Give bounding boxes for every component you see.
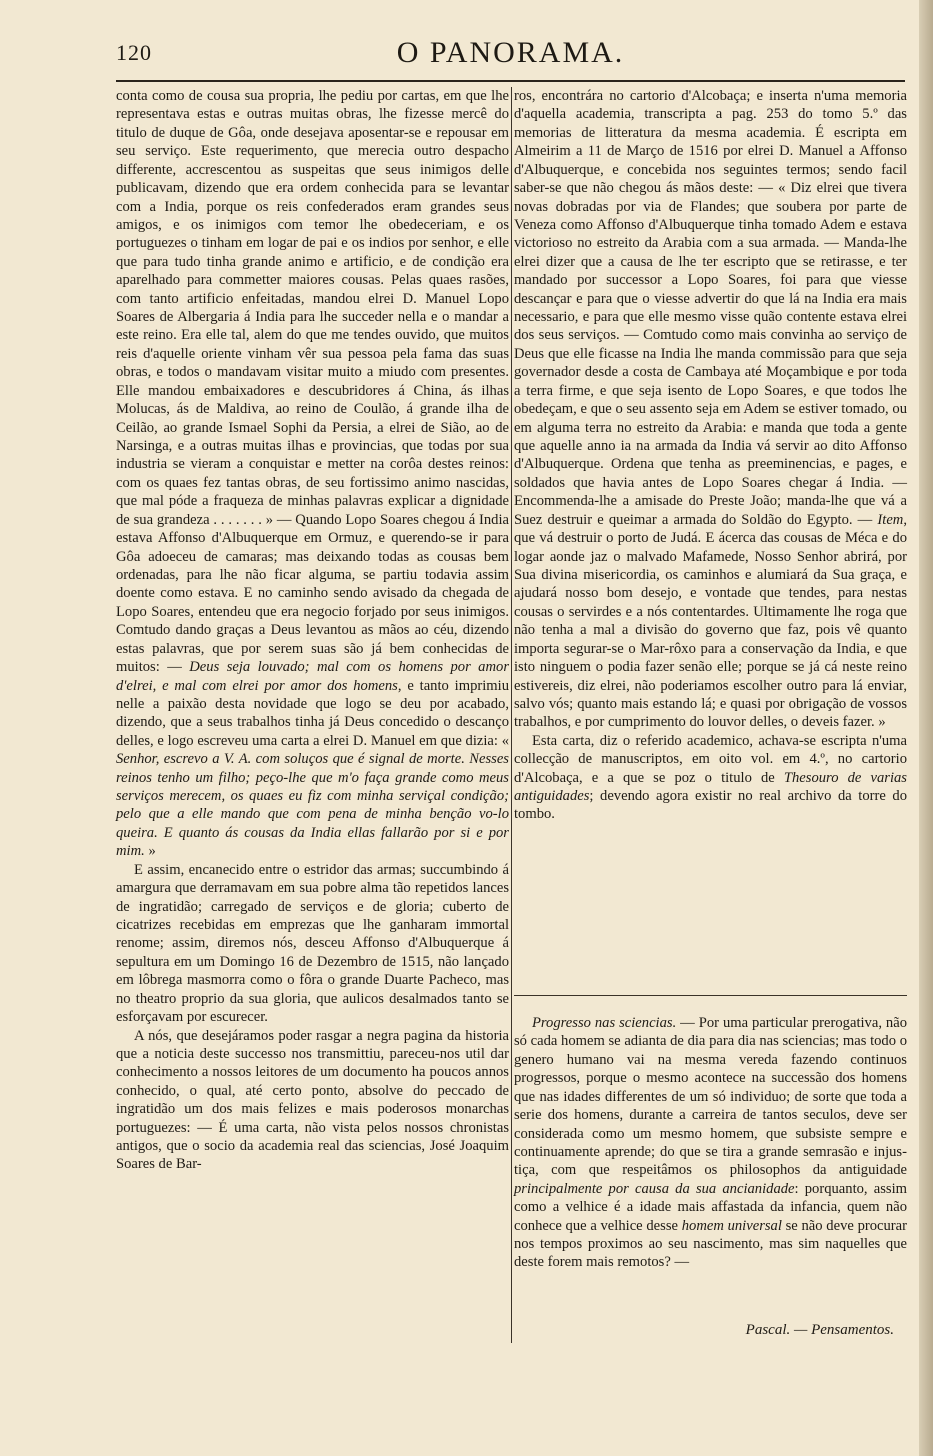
quote-italic: Deus seja louvado; mal com os homens por amor d'elrei, e mal com elrei por amor dos homens: [116, 659, 509, 694]
second-article: [514, 1014, 907, 1272]
attribution: Pascal. — Pensamentos.: [745, 1322, 894, 1338]
header-rule: [116, 80, 905, 82]
text-run: — Por uma particular prerogativa, não só cada homem se adianta de dia para dia nas sciencias; mas todo o genero humano vai na mesma vereda fazendo continuos progressos, porque o mesmo acontece na successão dos homens que nas idades differentes de um só individuo; de sorte que toda a serie dos homens, durante a carreira de tantos seculos, deve ser considerada como um mesmo homem, que subsiste sempre e continuamente aprende; do que se tira a grande semrasão e injustiça, com que respeitâmos os philosophos da antiguidade: [514, 1015, 907, 1179]
page-header: [116, 36, 905, 76]
text-run: conta como de cousa sua propria, lhe pediu por cartas, em que lhe representava estas e outras muitas obras, lhe fizesse mercê do titulo de duque de Gôa, onde desejava aposentar-se e repousar em seu serviço. Este requerimento, que merecia outro despacho differente, accrescentou as suspeitas que seus inimigos delle publicavam, dizendo que era ordem conhecida para se levantar com a India, porque os reis confederados eram grandes seus amigos, e os inimigos com temor lhe obedeceriam, e os portuguezes o tinham em logar de pai e os indios por senhor, e elle que para tudo tinha grande animo e artificio, e de condição era aparelhado para commetter maiores cousas. Pelas quaes rasões, com tanto artificio enfeitadas, mandou elrei D. Manuel Lopo Soares de Albergaria á India para lhe succeder nella e o mandar a este reino. Era elle tal, alem do que me tendes ouvido, que muitos reis d'aquelle oriente vinham vêr sua pessoa pela fama das suas obras, e todos o mandavam visitar muito a miudo com presentes. Elle mandou embaixadores e descubridores á China, ás ilhas Molucas, ás de Maldiva, ao reino de Coulão, á grande ilha de Ceilão, ao grande Ismael Sophi da Persia, a elrei de Sião, ao de Narsinga, e a outras muitas ilhas e provincias, que todas por sua industria se vieram a conquistar e metter na corôa destes reinos: com os quaes fez tantas obras, de seu fortissimo animo nascidas, que mal póde a fraqueza de minhas palavras explicar a dignidade de sua grandeza . . . . . . . » — Quando Lopo Soares chegou á India estava Affonso d'Albuquerque em Ormuz, e querendo-se ir para Gôa adoeceu de camaras; mas deixando todas as cousas bem ordenadas, para lhe não ficar alguma, se partiu todavia assim doente como estava. E no caminho sendo avisado da chegada de Lopo Soares, entendeu que era negocio forjado por seus inimigos. Comtudo dando graças a Deus levantou as mãos ao céu, dizendo estas palavras, que por serem suas são já bem conhecidas de muitos: —: [116, 88, 509, 676]
text-run: Esta carta, diz o referido academico, achava-se escripta n'uma collecção de manuscriptos, em oito vol. em 4.º, no cartorio d'Alcobaça, e a que se poz o titulo de: [514, 732, 907, 786]
right-paragraph-1: [514, 87, 907, 732]
page-edge: [919, 0, 933, 1456]
left-paragraph-1: [116, 87, 509, 861]
text-run: , que vá destruir o porto de Judá. E ácerca das cousas de Méca e do logar aonde jaz o malvado Mafamede, Nosso Senhor abrirá, por Sua divina misericordia, os caminhos e alumiará da Sua graça, e ajudará nosso bom desejo, e vontade que tendes, para nestas cousas o servirdes e a nós contentardes. Ultimamente lhe roga que não tenha a mal a divisão do governo que faz, pois vê quanto importa segurar-se o Mar-rôxo para a conservação da India, e que isto ninguem o podia fazer senão elle; porque se já cá neste reino estivereis, diz elrei, não poderiamos escolher outro para lá enviar, salvo vós; quanto mais estando lá; e quasi por obrigação de vossos trabalhos, e por cumprimento do louvor delles, o deveis fazer. »: [514, 511, 907, 731]
item-italic: Item: [877, 511, 904, 528]
right-column: [514, 87, 907, 824]
italic-phrase: principalmente por causa da sua ancianidade: [514, 1180, 795, 1197]
left-paragraph-3: A nós, que desejáramos poder rasgar a negra pagina da historia que a noticia deste successo nos transmittiu, pareceu-nos util dar conhecimento a nossos leitores de um documento ha poucos annos conhecido, o qual, até certo ponto, absolve do peccado de ingratidão um dos mais felizes e mais poderosos monarchas portuguezes: — É uma carta, não vista pelos nossos chronistas antigos, que o socio da academia real das sciencias, José Joaquim Soares de Bar-: [116, 1027, 509, 1173]
letter-quote-italic: Senhor, escrevo a V. A. com soluços que é signal de morte. Nesses reinos tenho um filho; peço-lhe que m'o faça grande como meus serviços merecem, os quaes eu fiz com minha serviçal condição; pelo que a elle mando que com pena de minha benção vo-lo queira. E quanto ás cousas da India ellas fallarão por si e por mim.: [116, 751, 509, 860]
left-column: [116, 87, 509, 1174]
right-paragraph-2: [514, 732, 907, 824]
text-run: »: [144, 843, 156, 860]
title-italic: Thesouro de varias antiguidades: [514, 769, 907, 805]
text-run: : porquanto, assim como a velhice é a idade mais affastada da infancia, quem não conhece que a velhice desse: [514, 1180, 907, 1234]
left-paragraph-2: E assim, encanecido entre o estridor das armas; succumbindo á amargura que derramavam em sua pobre alma tão repetidos lances de ingratidão; carregado de serviços e de gloria; cuberto de cicatrizes recebidas em emprezas que lhe ganharam immortal renome; assim, diremos nós, desceu Affonso d'Albuquerque á sepultura em um Domingo 16 de Dezembro de 1515, não lançado em lôbrega masmorra como o fôra o grande Duarte Pacheco, mas no theatro proprio da sua gloria, que aulicos desalmados tanto se esforçavam por escurecer.: [116, 861, 509, 1026]
text-run: , e tanto imprimiu nelle a paixão desta novidade que logo se deu por acabado, dizendo, que a seus trabalhos tinha já Deus concedido o descanço delles, e logo escreveu uma carta a elrei D. Manuel em que dizia: «: [116, 677, 509, 749]
text-run: ros, encontrára no cartorio d'Alcobaça; e inserta n'uma memoria d'aquella academia, transcripta a pag. 253 do tomo 5.º das memorias de litteratura da mesma academia. É escripta em Almeirim a 11 de Março de 1516 por elrei D. Manuel a Affonso d'Albuquerque, e concebida nos seguintes termos; sendo facil saber-se que não chegou ás mãos deste: — « Diz elrei que tivera novas dobradas por via de Flandes; que soubera por parte de Veneza como Affonso d'Albuquerque tinha tomado Adem e estava victorioso no estreito da Arabia com a sua armada. — Manda-lhe elrei dizer que a causa de lhe ter escripto que se retirasse, e ter mandado por successor a Lopo Soares, foi para que viesse descançar e para que o viesse advertir do que lá na India era mais necessario, e para que elle mesmo visse quão contente estava elrei dos seus serviços. — Comtudo como mais convinha ao serviço de Deus que elle ficasse na India lhe manda commissão para que seja governador desde a costa de Cambaya até Moçambique e por toda a terra firme, e que seja isento de Lopo Soares, e que todos lhe obedeçam, e que o seu assento seja em Adem se estiver tomado, ou em alguma terra no estreito da Arabia: e manda que toda a gente que aquelle anno ia na armada da India vá servir ao dito Affonso d'Albuquerque. Ordena que tenha as preeminencias, e pages, e soldados que havia antes de Lopo Soares chegar á India. — Encommenda-lhe a amisade do Preste João; manda-lhe que vá a Suez destruir e queimar a armada do Soldão do Egypto. —: [514, 88, 907, 528]
article-separator: [514, 995, 907, 996]
page-number: 120: [116, 40, 152, 65]
italic-phrase: homem universal: [681, 1217, 782, 1234]
text-run: ; devendo agora existir no real archivo da torre do tombo.: [514, 788, 907, 823]
journal-title: O PANORAMA.: [396, 36, 625, 69]
column-divider: [511, 87, 512, 1343]
text-run: se não deve procurar nos tempos proximos ao seu nascimento, mas sim naquelles que deste forem mais remotos? —: [514, 1217, 907, 1271]
article-title: Progresso nas sciencias.: [532, 1015, 677, 1031]
second-article-paragraph: [514, 1014, 907, 1272]
